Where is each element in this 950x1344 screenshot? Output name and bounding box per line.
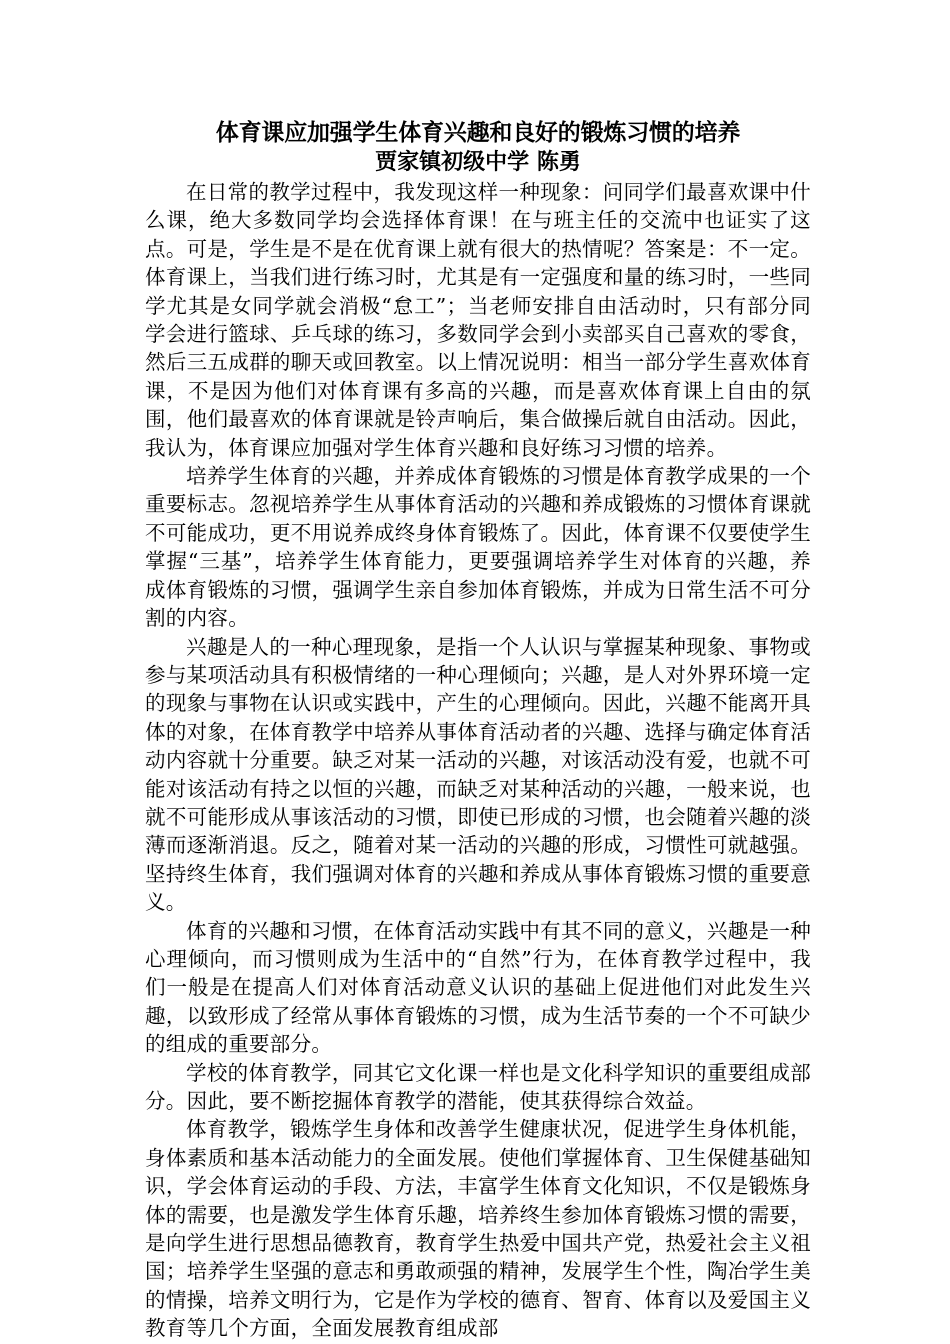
paragraph-5: 学校的体育教学，同其它文化课一样也是文化科学知识的重要组成部分。因此，要不断挖掘体育教学的潜能，使其获得综合效益。 <box>145 1060 811 1113</box>
document-body <box>145 178 811 1343</box>
paragraph-4: 体育的兴趣和习惯，在体育活动实践中有其不同的意义，兴趣是一种心理倾向，而习惯则成为生活中的“自然”行为，在体育教学过程中，我们一般是在提高人们对体育活动意义认识的基础上促进他们对此发生兴趣，以致形成了经常从事体育锻炼的习惯，成为生活节奏的一个不可缺少的组成的重要部分。 <box>145 918 811 1057</box>
paragraph-2: 培养学生体育的兴趣，并养成体育锻炼的习惯是体育教学成果的一个重要标志。忽视培养学生从事体育活动的兴趣和养成锻炼的习惯体育课就不可能成功，更不用说养成终身体育锻炼了。因此，体育课不仅要使学生掌握“三基”，培养学生体育能力，更要强调培养学生对体育的兴趣，养成体育锻炼的习惯，强调学生亲自参加体育锻炼，并成为日常生活不可分割的内容。 <box>145 464 811 631</box>
document-title: 体育课应加强学生体育兴趣和良好的锻炼习惯的培养 <box>215 119 741 146</box>
document-page <box>145 118 811 1343</box>
paragraph-6: 体育教学，锻炼学生身体和改善学生健康状况，促进学生身体机能，身体素质和基本活动能力的全面发展。使他们掌握体育、卫生保健基础知识，学会体育运动的手段、方法，丰富学生体育文化知识，不仅是锻炼身体的需要，也是激发学生体育乐趣，培养终生参加体育锻炼习惯的需要，是向学生进行思想品德教育，教育学生热爱中国共产党，热爱社会主义祖国；培养学生坚强的意志和勇敢顽强的精神，发展学生个性，陶冶学生美的情操，培养文明行为，它是作为学校的德育、智育、体育以及爱国主义教育等几个方面，全面发展教育组成部 <box>145 1117 811 1341</box>
paragraph-3: 兴趣是人的一种心理现象，是指一个人认识与掌握某种现象、事物或参与某项活动具有积极情绪的一种心理倾向；兴趣，是人对外界环境一定的现象与事物在认识或实践中，产生的心理倾向。因此，兴趣不能离开具体的对象，在体育教学中培养从事体育活动者的兴趣、选择与确定体育活动内容就十分重要。缺乏对某一活动的兴趣，对该活动没有爱，也就不可能对该活动有持之以恒的兴趣，而缺乏对某种活动的兴趣，一般来说，也就不可能形成从事该活动的习惯，即使已形成的习惯，也会随着兴趣的淡薄而逐渐消退。反之，随着对某一活动的兴趣的形成，习惯性可就越强。坚持终生体育，我们强调对体育的兴趣和养成从事体育锻炼习惯的重要意义。 <box>145 634 811 915</box>
paragraph-1: 在日常的教学过程中，我发现这样一种现象：问同学们最喜欢课中什么课，绝大多数同学均会选择体育课！在与班主任的交流中也证实了这点。可是，学生是不是在优育课上就有很大的热情呢？答案是：不一定。体育课上，当我们进行练习时，尤其是有一定强度和量的练习时，一些同学尤其是女同学就会消极“怠工”；当老师安排自由活动时，只有部分同学会进行篮球、乒乓球的练习，多数同学会到小卖部买自己喜欢的零食，然后三五成群的聊天或回教室。以上情况说明：相当一部分学生喜欢体育课，不是因为他们对体育课有多高的兴趣，而是喜欢体育课上自由的氛围，他们最喜欢的体育课就是铃声响后，集合做操后就自由活动。因此，我认为，体育课应加强对学生体育兴趣和良好练习习惯的培养。 <box>145 180 811 460</box>
author-line: 贾家镇初级中学 陈勇 <box>375 149 581 175</box>
